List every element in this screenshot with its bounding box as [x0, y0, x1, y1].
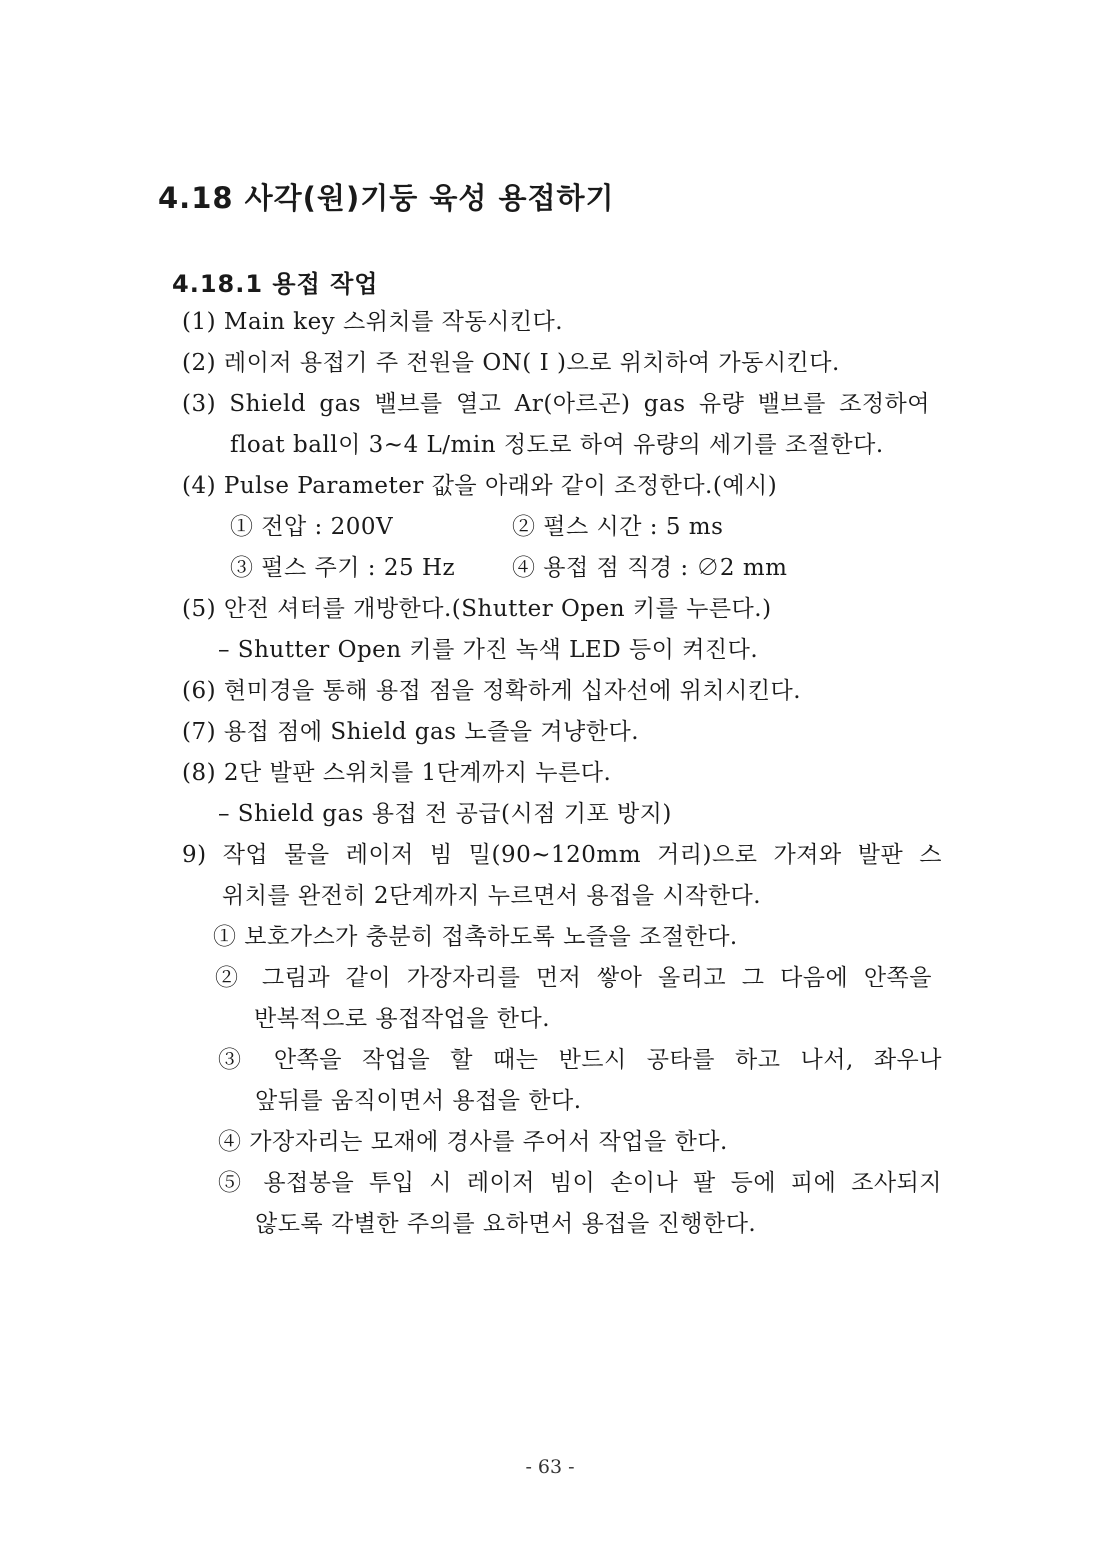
substep-3-continuation: 앞뒤를 움직이면서 용접을 한다.	[255, 1088, 582, 1114]
step-3: (3) Shield gas 밸브를 열고 Ar(아르곤) gas 유량 밸브를 조정하여	[182, 391, 930, 417]
parameter-voltage: ① 전압 : 200V	[230, 514, 394, 540]
step-6: (6) 현미경을 통해 용접 점을 정확하게 십자선에 위치시킨다.	[182, 678, 802, 704]
step-1: (1) Main key 스위치를 작동시킨다.	[182, 309, 564, 335]
step-3-continuation: float ball이 3~4 L/min 정도로 하여 유량의 세기를 조절한다.	[230, 432, 884, 458]
step-8: (8) 2단 발판 스위치를 1단계까지 누른다.	[182, 760, 612, 786]
substep-1: ① 보호가스가 충분히 접촉하도록 노즐을 조절한다.	[213, 924, 738, 950]
step-8-note: – Shield gas 용접 전 공급(시점 기포 방지)	[218, 801, 672, 827]
substep-4: ④ 가장자리는 모재에 경사를 주어서 작업을 한다.	[218, 1129, 728, 1155]
step-2: (2) 레이저 용접기 주 전원을 ON( I )으로 위치하여 가동시킨다.	[182, 350, 840, 376]
substep-5-continuation: 않도록 각별한 주의를 요하면서 용접을 진행한다.	[255, 1211, 757, 1237]
step-9: 9) 작업 물을 레이저 빔 밀(90~120mm 거리)으로 가져와 발판 스	[182, 842, 942, 868]
step-9-continuation: 위치를 완전히 2단계까지 누르면서 용접을 시작한다.	[222, 883, 762, 909]
section-title: 4.18 사각(원)기둥 육성 용접하기	[158, 181, 615, 215]
parameter-spot-diameter: ④ 용접 점 직경 : ∅2 mm	[512, 555, 788, 581]
step-5-note: – Shutter Open 키를 가진 녹색 LED 등이 켜진다.	[218, 637, 759, 663]
subsection-title: 4.18.1 용접 작업	[172, 270, 379, 298]
substep-2-continuation: 반복적으로 용접작업을 한다.	[254, 1006, 551, 1032]
step-7: (7) 용접 점에 Shield gas 노즐을 겨냥한다.	[182, 719, 640, 745]
parameter-pulse-time: ② 펄스 시간 : 5 ms	[512, 514, 724, 540]
step-5: (5) 안전 셔터를 개방한다.(Shutter Open 키를 누른다.)	[182, 596, 772, 622]
parameter-pulse-period: ③ 펄스 주기 : 25 Hz	[230, 555, 456, 581]
step-4: (4) Pulse Parameter 값을 아래와 같이 조정한다.(예시)	[182, 473, 778, 499]
substep-2: ② 그림과 같이 가장자리를 먼저 쌓아 올리고 그 다음에 안쪽을	[215, 965, 932, 991]
page-number: - 63 -	[525, 1456, 575, 1478]
substep-5: ⑤ 용접봉을 투입 시 레이저 빔이 손이나 팔 등에 피에 조사되지	[218, 1170, 942, 1196]
substep-3: ③ 안쪽을 작업을 할 때는 반드시 공타를 하고 나서, 좌우나	[218, 1047, 942, 1073]
